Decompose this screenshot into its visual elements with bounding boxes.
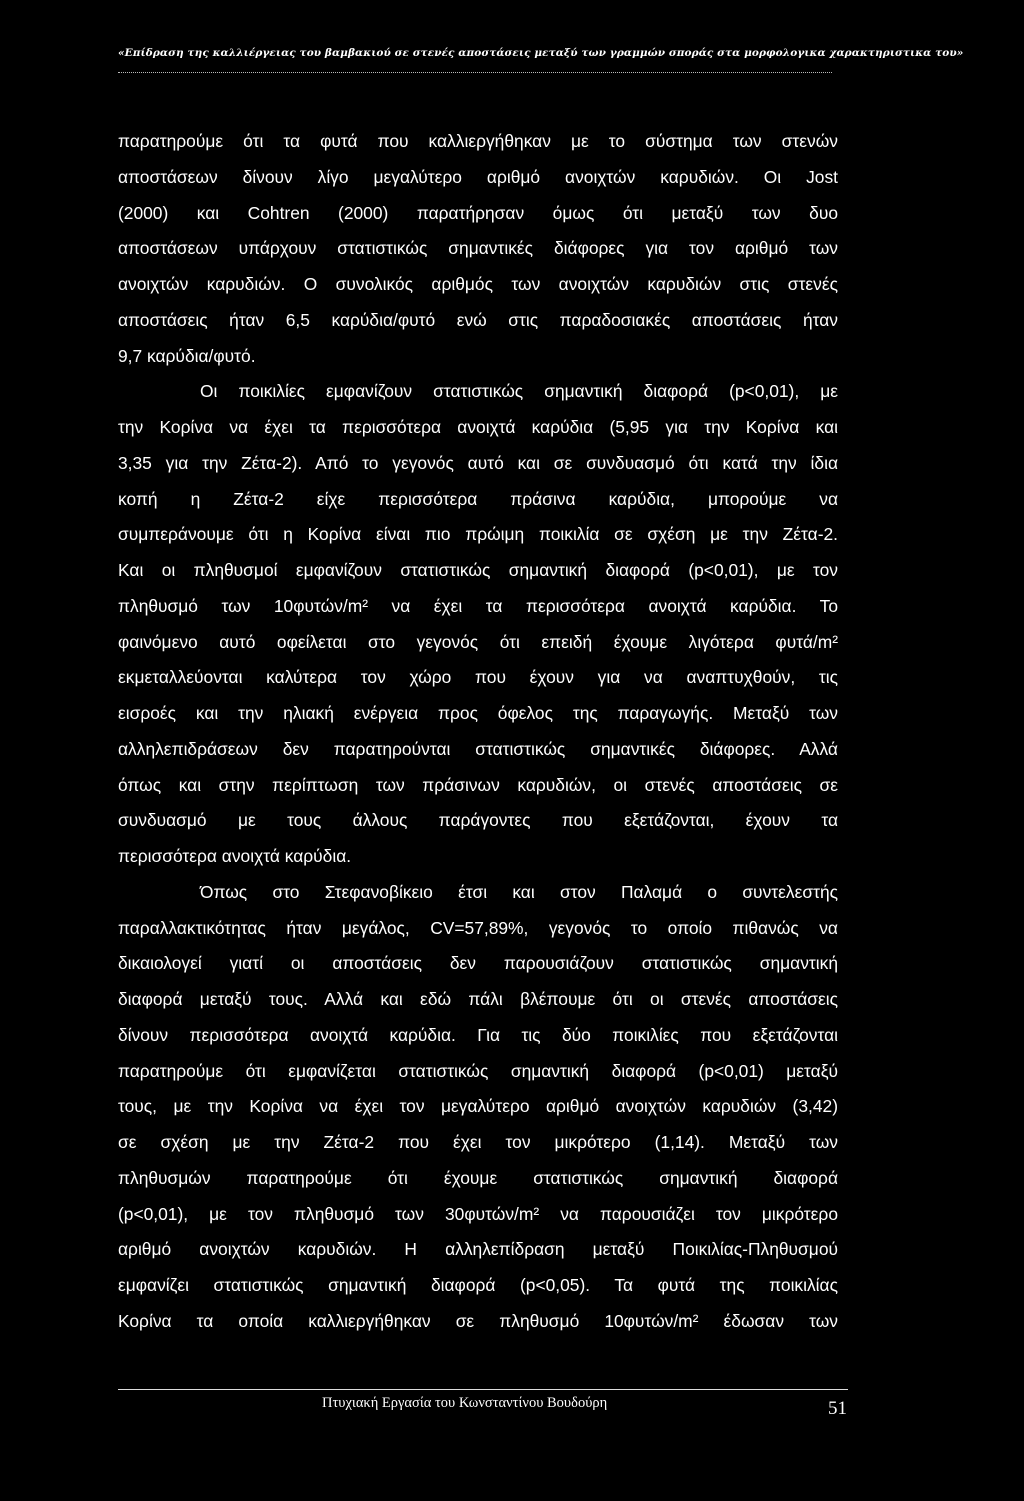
text-line: συνδυασμό με τους άλλους παράγοντες που εξετάζονται, έχουν τα	[118, 810, 838, 831]
text-line: αποστάσεις ήταν 6,5 καρύδια/φυτό ενώ στις παραδοσιακές αποστάσεις ήταν	[118, 309, 838, 330]
text-line: Οι ποικιλίες εμφανίζουν στατιστικώς σημαντική διαφορά (p<0,01), με	[200, 381, 838, 402]
header-divider	[118, 72, 832, 73]
text-line: όπως και στην περίπτωση των πράσινων καρυδιών, οι στενές αποστάσεις σε	[118, 774, 838, 795]
text-line: (2000) και Cohtren (2000) παρατήρησαν όμως ότι μεταξύ των δυο	[118, 202, 838, 223]
text-line: αποστάσεων υπάρχουν στατιστικώς σημαντικές διάφορες για τον αριθμό των	[118, 238, 838, 259]
text-line: Και οι πληθυσμοί εμφανίζουν στατιστικώς σημαντική διαφορά (p<0,01), με τον	[118, 560, 838, 580]
text-line: αλληλεπιδράσεων δεν παρατηρούνται στατιστικώς σημαντικές διάφορες. Αλλά	[118, 738, 838, 759]
text-line: περισσότερα ανοιχτά καρύδια.	[118, 846, 352, 866]
text-line: ανοιχτών καρυδιών. Ο συνολικός αριθμός των ανοιχτών καρυδιών στις στενές	[118, 274, 838, 294]
body-text	[118, 124, 838, 1340]
page-number: 51	[828, 1398, 847, 1419]
text-line: συμπεράνουμε ότι η Κορίνα είναι πιο πρώιμη ποικιλία σε σχέση με την Ζέτα-2.	[118, 524, 838, 545]
text-line: πληθυσμών παρατηρούμε ότι έχουμε στατιστικώς σημαντική διαφορά	[118, 1167, 838, 1188]
text-line: διαφορά μεταξύ τους. Αλλά και εδώ πάλι βλέπουμε ότι οι στενές αποστάσεις	[118, 989, 838, 1009]
text-line: εμφανίζει στατιστικώς σημαντική διαφορά (p<0,05). Τα φυτά της ποικιλίας	[118, 1275, 838, 1295]
text-line: δικαιολογεί γιατί οι αποστάσεις δεν παρουσιάζουν στατιστικώς σημαντική	[118, 953, 838, 974]
text-line: τους, με την Κορίνα να έχει τον μεγαλύτερο αριθμό ανοιχτών καρυδιών (3,42)	[118, 1096, 838, 1117]
text-line: δίνουν περισσότερα ανοιχτά καρύδια. Για τις δύο ποικιλίες που εξετάζονται	[118, 1024, 838, 1045]
text-line: αριθμό ανοιχτών καρυδιών. Η αλληλεπίδραση μεταξύ Ποικιλίας-Πληθυσμού	[118, 1239, 838, 1260]
text-line: 3,35 για την Ζέτα-2). Από το γεγονός αυτό και σε συνδυασμό ότι κατά την ίδια	[118, 452, 838, 473]
running-header: «Επίδραση της καλλιέργειας του βαμβακιού σε στενές αποστάσεις μεταξύ των γραμμών σποράς στα μορφολογικα χαρακτηριστικα του»	[118, 47, 964, 59]
text-line: την Κορίνα να έχει τα περισσότερα ανοιχτά καρύδια (5,95 για την Κορίνα και	[118, 417, 838, 437]
text-line: Κορίνα τα οποία καλλιεργήθηκαν σε πληθυσμό 10φυτών/m² έδωσαν των	[118, 1310, 838, 1331]
text-line: παρατηρούμε ότι εμφανίζεται στατιστικώς σημαντική διαφορά (p<0,01) μεταξύ	[118, 1060, 838, 1081]
text-line: εισροές και την ηλιακή ενέργεια προς όφελος της παραγωγής. Μεταξύ των	[118, 703, 838, 723]
text-line: Όπως στο Στεφανοβίκειο έτσι και στον Παλαμά ο συντελεστής	[200, 881, 838, 902]
text-line: 9,7 καρύδια/φυτό.	[118, 345, 256, 366]
text-line: φαινόμενο αυτό οφείλεται στο γεγονός ότι επειδή έχουμε λιγότερα φυτά/m²	[118, 631, 838, 652]
text-line: πληθυσμό των 10φυτών/m² να έχει τα περισσότερα ανοιχτά καρύδια. Το	[118, 595, 838, 616]
text-line: αποστάσεων δίνουν λίγο μεγαλύτερο αριθμό ανοιχτών καρυδιών. Οι Jost	[118, 166, 838, 187]
footer-author: Πτυχιακή Εργασία του Κωνσταντίνου Βουδούρη	[322, 1395, 608, 1411]
text-line: σε σχέση με την Ζέτα-2 που έχει τον μικρότερο (1,14). Μεταξύ των	[118, 1132, 838, 1152]
text-line: κοπή η Ζέτα-2 είχε περισσότερα πράσινα καρύδια, μπορούμε να	[118, 488, 838, 509]
text-line: παραλλακτικότητας ήταν μεγάλος, CV=57,89%, γεγονός το οποίο πιθανώς να	[118, 917, 838, 938]
text-line: παρατηρούμε ότι τα φυτά που καλλιεργήθηκαν με το σύστημα των στενών	[118, 131, 838, 151]
footer-divider	[118, 1389, 848, 1390]
text-line: εκμεταλλεύονται καλύτερα τον χώρο που έχουν για να αναπτυχθούν, τις	[118, 667, 838, 688]
text-line: (p<0,01), με τον πληθυσμό των 30φυτών/m² να παρουσιάζει τον μικρότερο	[118, 1203, 838, 1224]
